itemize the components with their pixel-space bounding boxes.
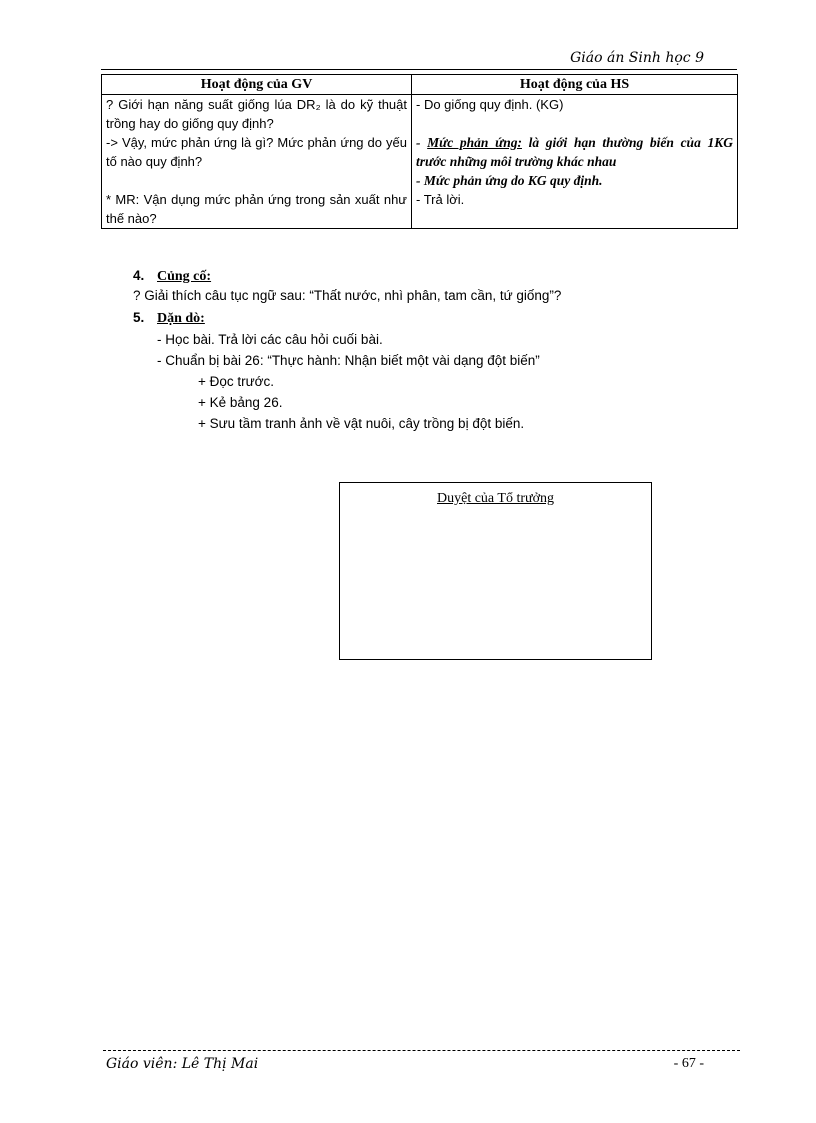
hs-answer-1: - Do giống quy định. (KG)	[416, 97, 564, 112]
section-4-heading	[133, 268, 211, 285]
footer-teacher: Giáo viên: Lê Thị Mai	[106, 1056, 259, 1072]
list-item: + Đọc trước.	[198, 374, 275, 389]
approval-title: Duyệt của Tổ trưởng	[437, 491, 554, 506]
approval-box	[339, 482, 652, 660]
section-5-heading	[133, 310, 205, 327]
list-item: - Học bài. Trả lời các câu hỏi cuối bài.	[157, 332, 383, 347]
gv-activity-cell	[102, 95, 412, 229]
hs-activity-cell	[412, 95, 738, 229]
page-number: - 67 -	[673, 1056, 704, 1071]
hs-column-header: Hoạt động của HS	[412, 75, 738, 95]
section-5-title: Dặn dò:	[157, 311, 205, 326]
section-5-number: 5.	[133, 310, 145, 325]
section-4-title: Củng cố:	[157, 269, 212, 284]
table-header-row	[102, 75, 738, 95]
gv-column-header: Hoạt động của GV	[102, 75, 412, 95]
gv-question-1: ? Giới hạn năng suất giống lúa DR₂ là do kỹ thuật trồng hay do giống quy định?	[106, 97, 407, 131]
hs-answer-3: - Trả lời.	[416, 192, 465, 207]
table-row	[102, 95, 738, 229]
list-item: + Kẻ bảng 26.	[198, 395, 283, 410]
header-title: Giáo án Sinh học 9	[570, 50, 704, 66]
hs-answer-definition-text: là giới hạn thường biến của 1KG trước những môi trường khác nhau	[416, 135, 733, 169]
header-divider	[101, 69, 737, 70]
list-item: + Sưu tầm tranh ảnh về vật nuôi, cây trồng bị đột biến.	[198, 416, 525, 431]
hs-answer-2: - Mức phản ứng do KG quy định.	[416, 173, 603, 188]
hs-answer-prefix: -	[416, 135, 428, 150]
section-4-text: ? Giải thích câu tục ngữ sau: “Thất nước, nhì phân, tam cần, tứ giống”?	[133, 288, 562, 303]
gv-question-3: * MR: Vận dụng mức phản ứng trong sản xuất như thế nào?	[106, 192, 407, 226]
hs-answer-term: Mức phản ứng:	[427, 135, 522, 150]
lesson-table	[101, 74, 738, 229]
footer-divider	[103, 1050, 740, 1051]
section-4-number: 4.	[133, 268, 145, 283]
hs-answer-definition	[416, 133, 733, 171]
gv-question-2: -> Vậy, mức phản ứng là gì? Mức phản ứng do yếu tố nào quy định?	[106, 135, 407, 169]
list-item: - Chuẩn bị bài 26: “Thực hành: Nhận biết một vài dạng đột biến”	[157, 353, 540, 368]
